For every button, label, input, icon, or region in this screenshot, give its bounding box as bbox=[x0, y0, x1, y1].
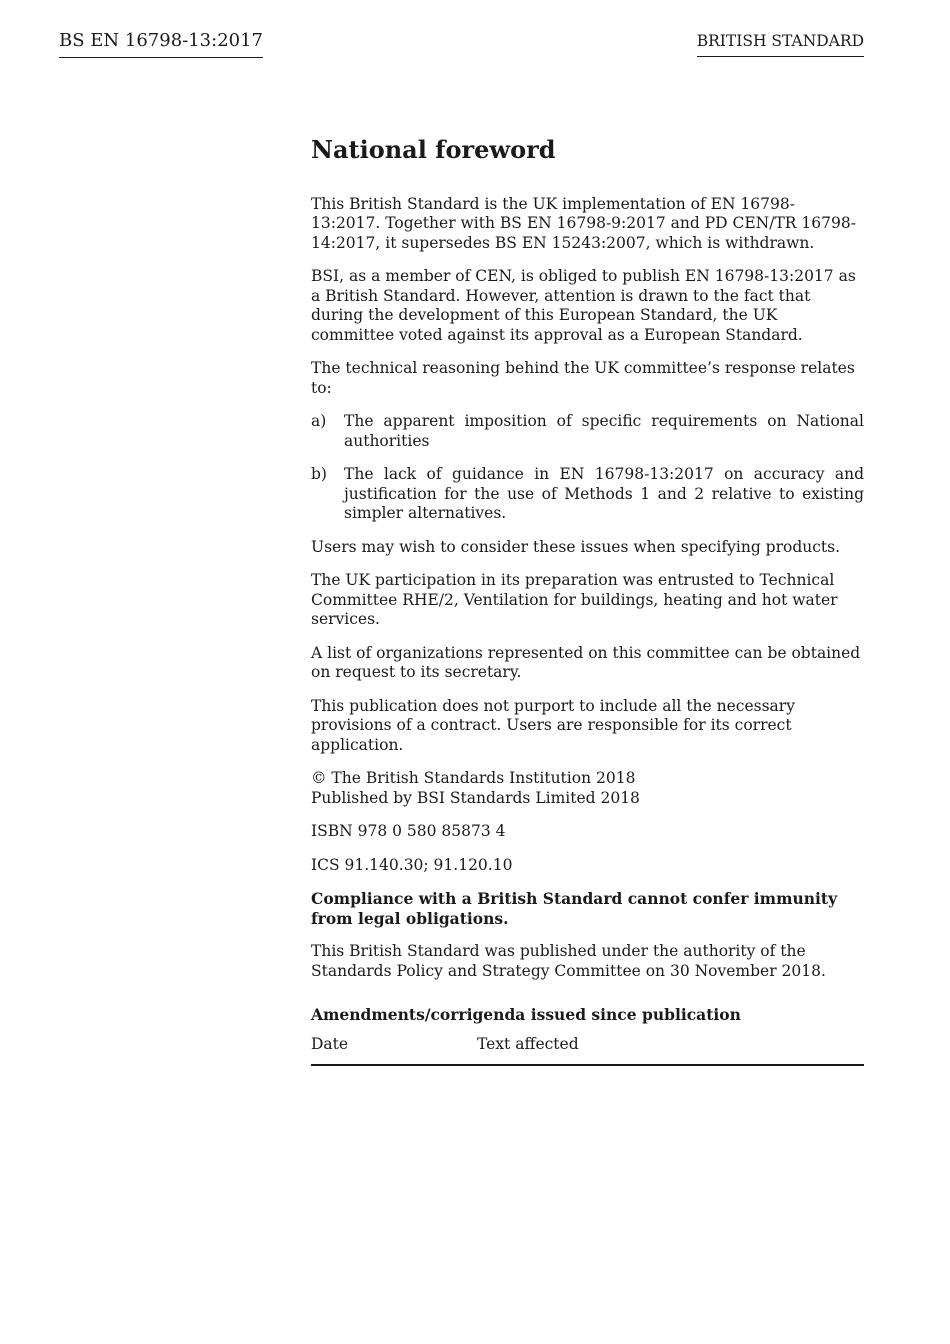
list-item-text: The lack of guidance in EN 16798-13:2017 on accuracy and justification for the use of Methods 1 and 2 relative to existing simpler alternatives. bbox=[344, 465, 864, 523]
list-item bbox=[311, 412, 864, 451]
list-item-label: a) bbox=[311, 412, 327, 431]
paragraph-technical-reasoning: The technical reasoning behind the UK committee’s response relates to: bbox=[311, 359, 855, 397]
list-item-label: b) bbox=[311, 465, 327, 484]
ics: ICS 91.140.30; 91.120.10 bbox=[311, 855, 513, 874]
paragraph-committee: The UK participation in its preparation was entrusted to Technical Committee RHE/2, Ventilation for buildings, heating and hot water services. bbox=[311, 571, 838, 629]
list-item-text: The apparent imposition of specific requirements on National authorities bbox=[344, 412, 864, 450]
paragraph-users-consider: Users may wish to consider these issues when specifying products. bbox=[311, 537, 841, 556]
page-title: National foreword bbox=[311, 135, 556, 164]
publisher-line: Published by BSI Standards Limited 2018 bbox=[311, 788, 640, 807]
paragraph-implementation: This British Standard is the UK implementation of EN 16798-13:2017. Together with BS EN 16798-9:2017 and PD CEN/TR 16798-14:2017, it supersedes BS EN 15243:2007, which is withdrawn. bbox=[311, 194, 856, 252]
compliance-notice: Compliance with a British Standard cannot confer immunity from legal obligations. bbox=[311, 889, 838, 928]
header-doc-id: BS EN 16798-13:2017 bbox=[59, 30, 263, 58]
header-standard-type: BRITISH STANDARD bbox=[697, 32, 864, 57]
amendments-table-header bbox=[311, 1035, 864, 1067]
amendments-title: Amendments/corrigenda issued since publication bbox=[311, 1005, 741, 1025]
paragraph-contract: This publication does not purport to include all the necessary provisions of a contract. Users are responsible for its correct application. bbox=[311, 696, 795, 754]
copyright-line: © The British Standards Institution 2018 bbox=[311, 769, 636, 788]
amendments-col-date: Date bbox=[311, 1034, 349, 1053]
isbn: ISBN 978 0 580 85873 4 bbox=[311, 822, 506, 841]
amendments-col-text: Text affected bbox=[477, 1034, 579, 1053]
paragraph-cen-obligation: BSI, as a member of CEN, is obliged to publish EN 16798-13:2017 as a British Standard. However, attention is drawn to the fact that during the development of this European Standard, the UK committee voted against its approval as a European Standard. bbox=[311, 267, 856, 344]
paragraph-organizations: A list of organizations represented on this committee can be obtained on request to its secretary. bbox=[311, 643, 861, 682]
list-item bbox=[311, 465, 864, 524]
copyright-block bbox=[311, 769, 864, 808]
paragraph-authority: This British Standard was published under the authority of the Standards Policy and Strategy Committee on 30 November 2018. bbox=[311, 942, 826, 980]
foreword-section bbox=[311, 136, 864, 1066]
